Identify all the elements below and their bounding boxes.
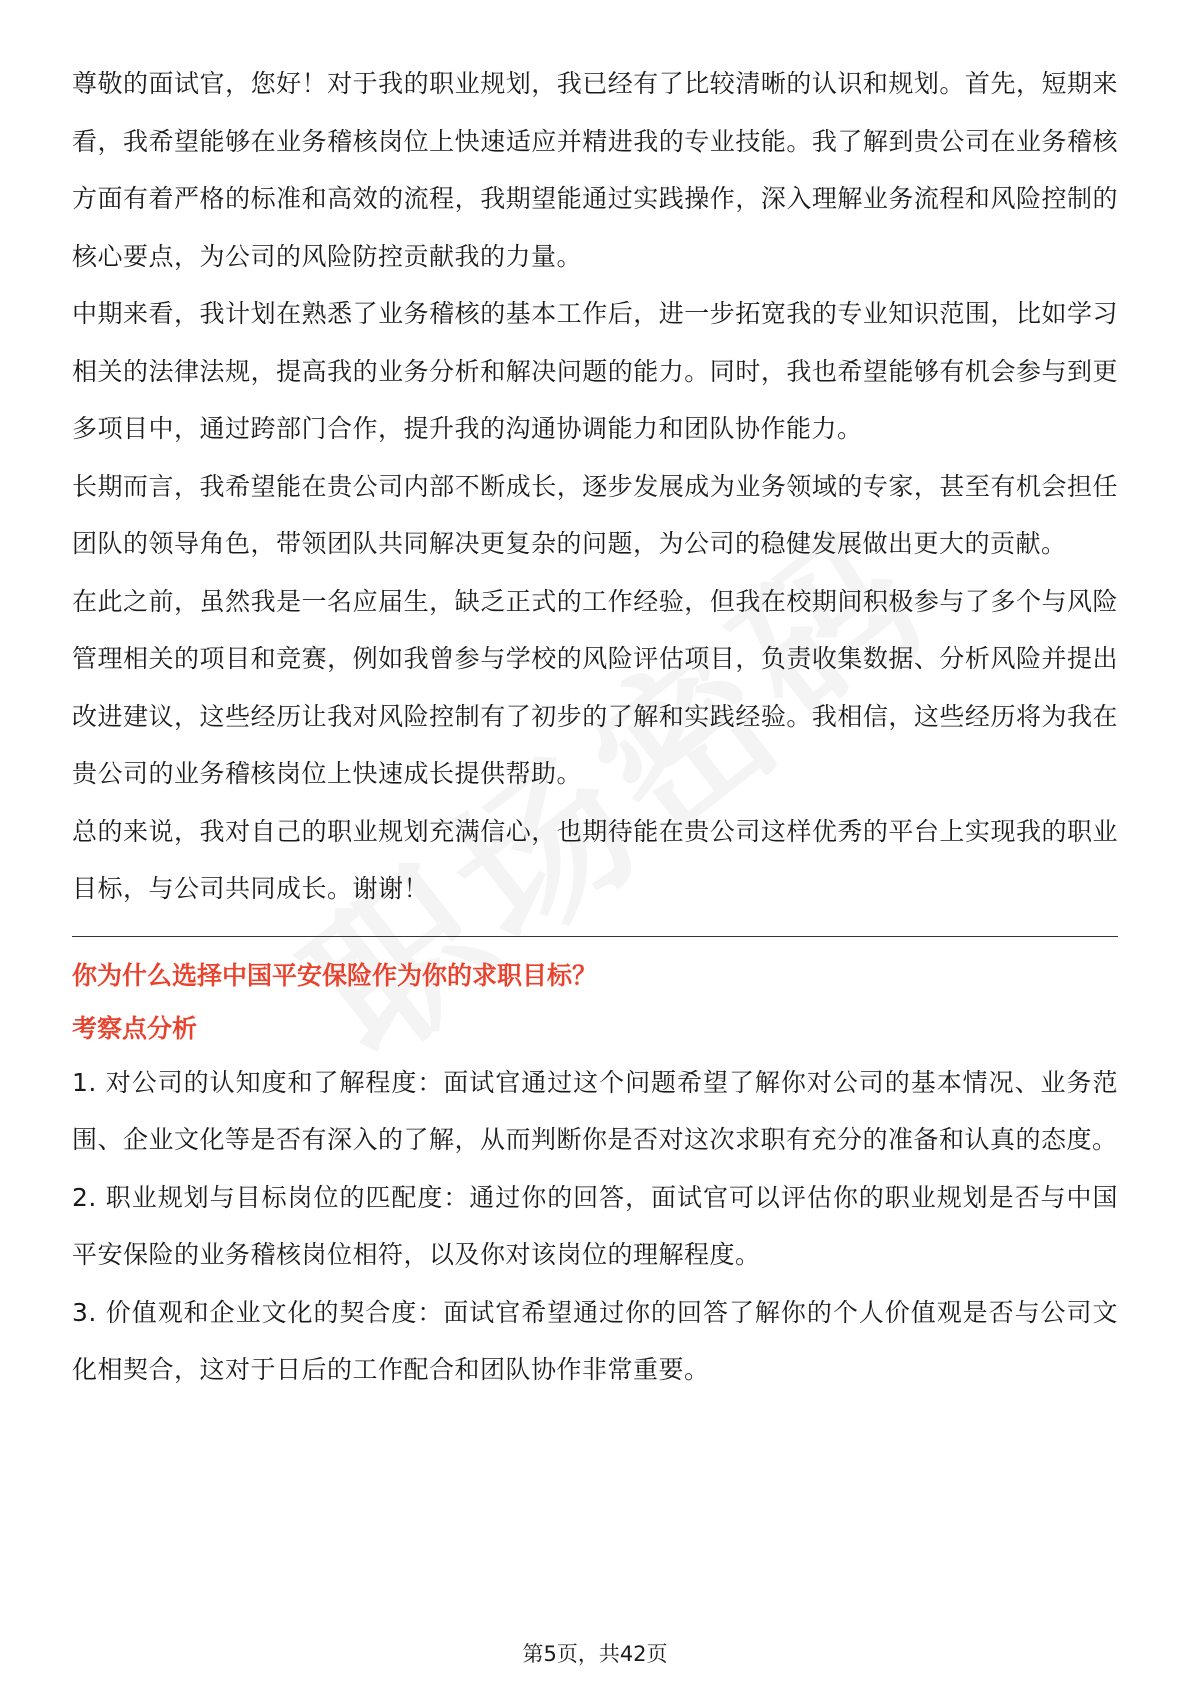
answer-paragraph-3: 长期而言，我希望能在贵公司内部不断成长，逐步发展成为业务领域的专家，甚至有机会担任团队的领导角色，带领团队共同解决更复杂的问题，为公司的稳健发展做出更大的贡献。	[72, 471, 1118, 558]
page-number-footer: 第5页，共42页	[522, 1642, 668, 1666]
analysis-point-2: 2. 职业规划与目标岗位的匹配度：通过你的回答，面试官可以评估你的职业规划是否与中国平安保险的业务稽核岗位相符，以及你对该岗位的理解程度。	[72, 1182, 1118, 1269]
answer-paragraph-2: 中期来看，我计划在熟悉了业务稽核的基本工作后，进一步拓宽我的专业知识范围，比如学习相关的法律法规，提高我的业务分析和解决问题的能力。同时，我也希望能够有机会参与到更多项目中，通过跨部门合作，提升我的沟通协调能力和团队协作能力。	[72, 299, 1118, 443]
analysis-heading: 考察点分析	[72, 1013, 198, 1043]
document-page	[72, 55, 1118, 1399]
analysis-point-3: 3. 价值观和企业文化的契合度：面试官希望通过你的回答了解你的个人价值观是否与公司文化相契合，这对于日后的工作配合和团队协作非常重要。	[72, 1297, 1118, 1384]
answer-paragraph-4: 在此之前，虽然我是一名应届生，缺乏正式的工作经验，但我在校期间积极参与了多个与风险管理相关的项目和竞赛，例如我曾参与学校的风险评估项目，负责收集数据、分析风险并提出改进建议，这些经历让我对风险控制有了初步的了解和实践经验。我相信，这些经历将为我在贵公司的业务稽核岗位上快速成长提供帮助。	[72, 586, 1118, 788]
answer-paragraph-5: 总的来说，我对自己的职业规划充满信心，也期待能在贵公司这样优秀的平台上实现我的职业目标，与公司共同成长。谢谢！	[72, 816, 1118, 903]
section-divider	[72, 936, 1118, 937]
question-heading: 你为什么选择中国平安保险作为你的求职目标？	[72, 960, 598, 990]
answer-paragraph-1: 尊敬的面试官，您好！对于我的职业规划，我已经有了比较清晰的认识和规划。首先，短期来看，我希望能够在业务稽核岗位上快速适应并精进我的专业技能。我了解到贵公司在业务稽核方面有着严格的标准和高效的流程，我期望能通过实践操作，深入理解业务流程和风险控制的核心要点，为公司的风险防控贡献我的力量。	[72, 69, 1118, 271]
analysis-point-1: 1. 对公司的认知度和了解程度：面试官通过这个问题希望了解你对公司的基本情况、业务范围、企业文化等是否有深入的了解，从而判断你是否对这次求职有充分的准备和认真的态度。	[72, 1067, 1118, 1154]
